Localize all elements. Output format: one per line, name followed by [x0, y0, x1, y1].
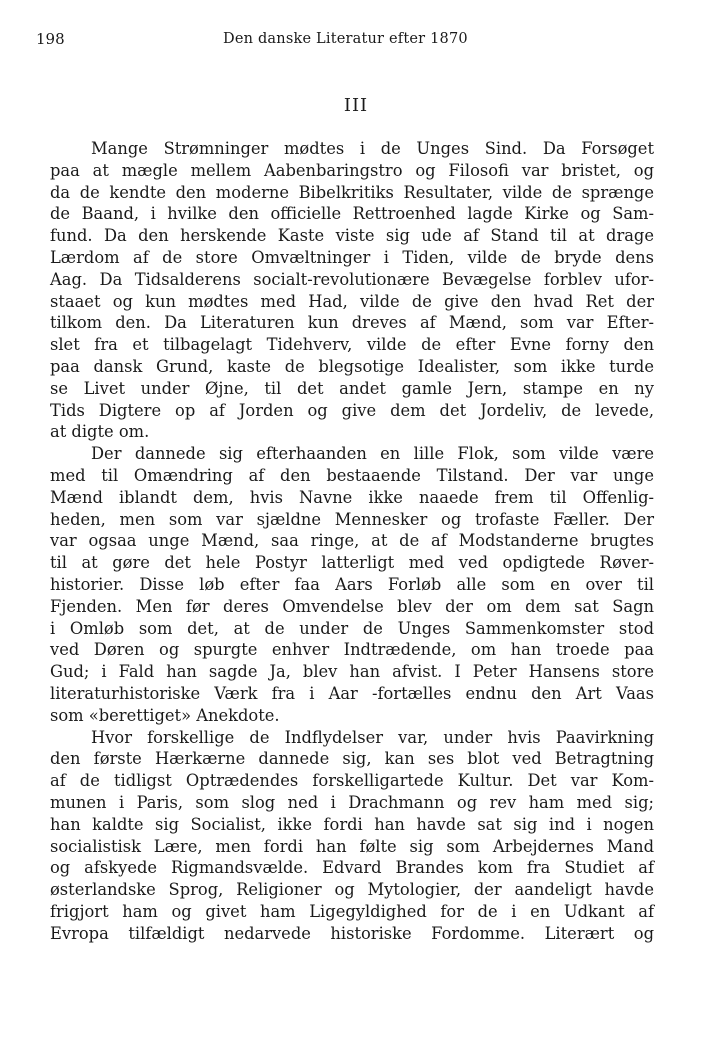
section-heading: III — [343, 95, 369, 116]
paragraph — [50, 138, 654, 443]
text-line: munen i Paris, som slog ned i Drachmann og rev ham med sig; — [50, 792, 654, 812]
text-line: og afskyede Rigmandsvælde. Edvard Brandes kom fra Studiet af — [50, 858, 654, 878]
body-text — [50, 138, 654, 944]
text-line: staaet og kun mødtes med Had, vilde de give den hvad Ret der — [50, 291, 654, 311]
text-line: Der dannede sig efterhaanden en lille Flok, som vilde være — [91, 444, 654, 464]
text-line: til at gøre det hele Postyr latterligt med ved opdigtede Røver- — [50, 553, 654, 573]
text-line: Mange Strømninger mødtes i de Unges Sind. Da Forsøget — [91, 139, 654, 158]
running-head — [36, 30, 656, 54]
running-title: Den danske Literatur efter 1870 — [223, 31, 468, 47]
text-line: østerlandske Sprog, Religioner og Mytologier, der aandeligt havde — [50, 880, 654, 900]
text-line: tilkom den. Da Literaturen kun dreves af Mænd, som var Efter- — [50, 313, 654, 333]
text-line: Gud; i Fald han sagde Ja, blev han afvist. I Peter Hansens store — [50, 662, 654, 682]
text-line: se Livet under Øjne, til det andet gamle Jern, stampe en ny — [50, 378, 654, 398]
text-line: han kaldte sig Socialist, ikke fordi han havde sat sig ind i nogen — [50, 814, 654, 834]
text-line: frigjort ham og givet ham Ligegyldighed for de i en Udkant af — [50, 901, 654, 921]
text-line: de Baand, i hvilke den officielle Rettroenhed lagde Kirke og Sam- — [50, 204, 654, 224]
text-line: ved Døren og spurgte enhver Indtrædende, om han troede paa — [50, 640, 654, 660]
text-line: historier. Disse løb efter faa Aars Forløb alle som en over til — [50, 574, 654, 594]
text-line: heden, men som var sjældne Mennesker og trofaste Fæller. Der — [50, 509, 654, 529]
text-line: da de kendte den moderne Bibelkritiks Resultater, vilde de sprænge — [50, 182, 654, 202]
text-line: paa at mægle mellem Aabenbaringstro og Filosofi var bristet, og — [50, 160, 654, 180]
text-line: af de tidligst Optrædendes forskelligartede Kultur. Det var Kom- — [50, 771, 654, 791]
text-line: Aag. Da Tidsalderens socialt-revolutionære Bevægelse forblev ufor- — [50, 269, 654, 289]
text-line: som «berettiget» Anekdote. — [50, 705, 280, 725]
text-line: Fjenden. Men før deres Omvendelse blev der om dem sat Sagn — [50, 596, 654, 616]
text-line: med til Omændring af den bestaaende Tilstand. Der var unge — [50, 465, 654, 485]
text-line: literaturhistoriske Værk fra i Aar -fortælles endnu den Art Vaas — [50, 683, 654, 703]
text-line: at digte om. — [50, 422, 150, 442]
text-line: paa dansk Grund, kaste de blegsotige Idealister, som ikke turde — [50, 356, 654, 376]
text-line: Hvor forskellige de Indflydelser var, under hvis Paavirkning — [91, 727, 654, 747]
page-number: 198 — [36, 30, 65, 48]
text-line: i Omløb som det, at de under de Unges Sammenkomster stod — [50, 618, 654, 638]
text-line: socialistisk Lære, men fordi han følte sig som Arbejdernes Mand — [50, 836, 654, 856]
text-line: Lærdom af de store Omvæltninger i Tiden, vilde de bryde dens — [50, 247, 654, 267]
text-line: slet fra et tilbagelagt Tidehverv, vilde de efter Evne forny den — [50, 335, 654, 355]
text-line: Tids Digtere op af Jorden og give dem det Jordeliv, de levede, — [50, 400, 654, 420]
paragraph — [50, 443, 654, 726]
text-line: den første Hærkærne dannede sig, kan ses blot ved Betragtning — [50, 749, 654, 769]
paragraph — [50, 727, 654, 945]
text-line: Evropa tilfældigt nedarvede historiske Fordomme. Literært og — [50, 923, 654, 943]
text-line: var ogsaa unge Mænd, saa ringe, at de af Modstanderne brugtes — [50, 531, 654, 551]
text-line: Mænd iblandt dem, hvis Navne ikke naaede frem til Offenlig- — [50, 487, 654, 507]
text-line: fund. Da den herskende Kaste viste sig ude af Stand til at drage — [50, 226, 654, 246]
